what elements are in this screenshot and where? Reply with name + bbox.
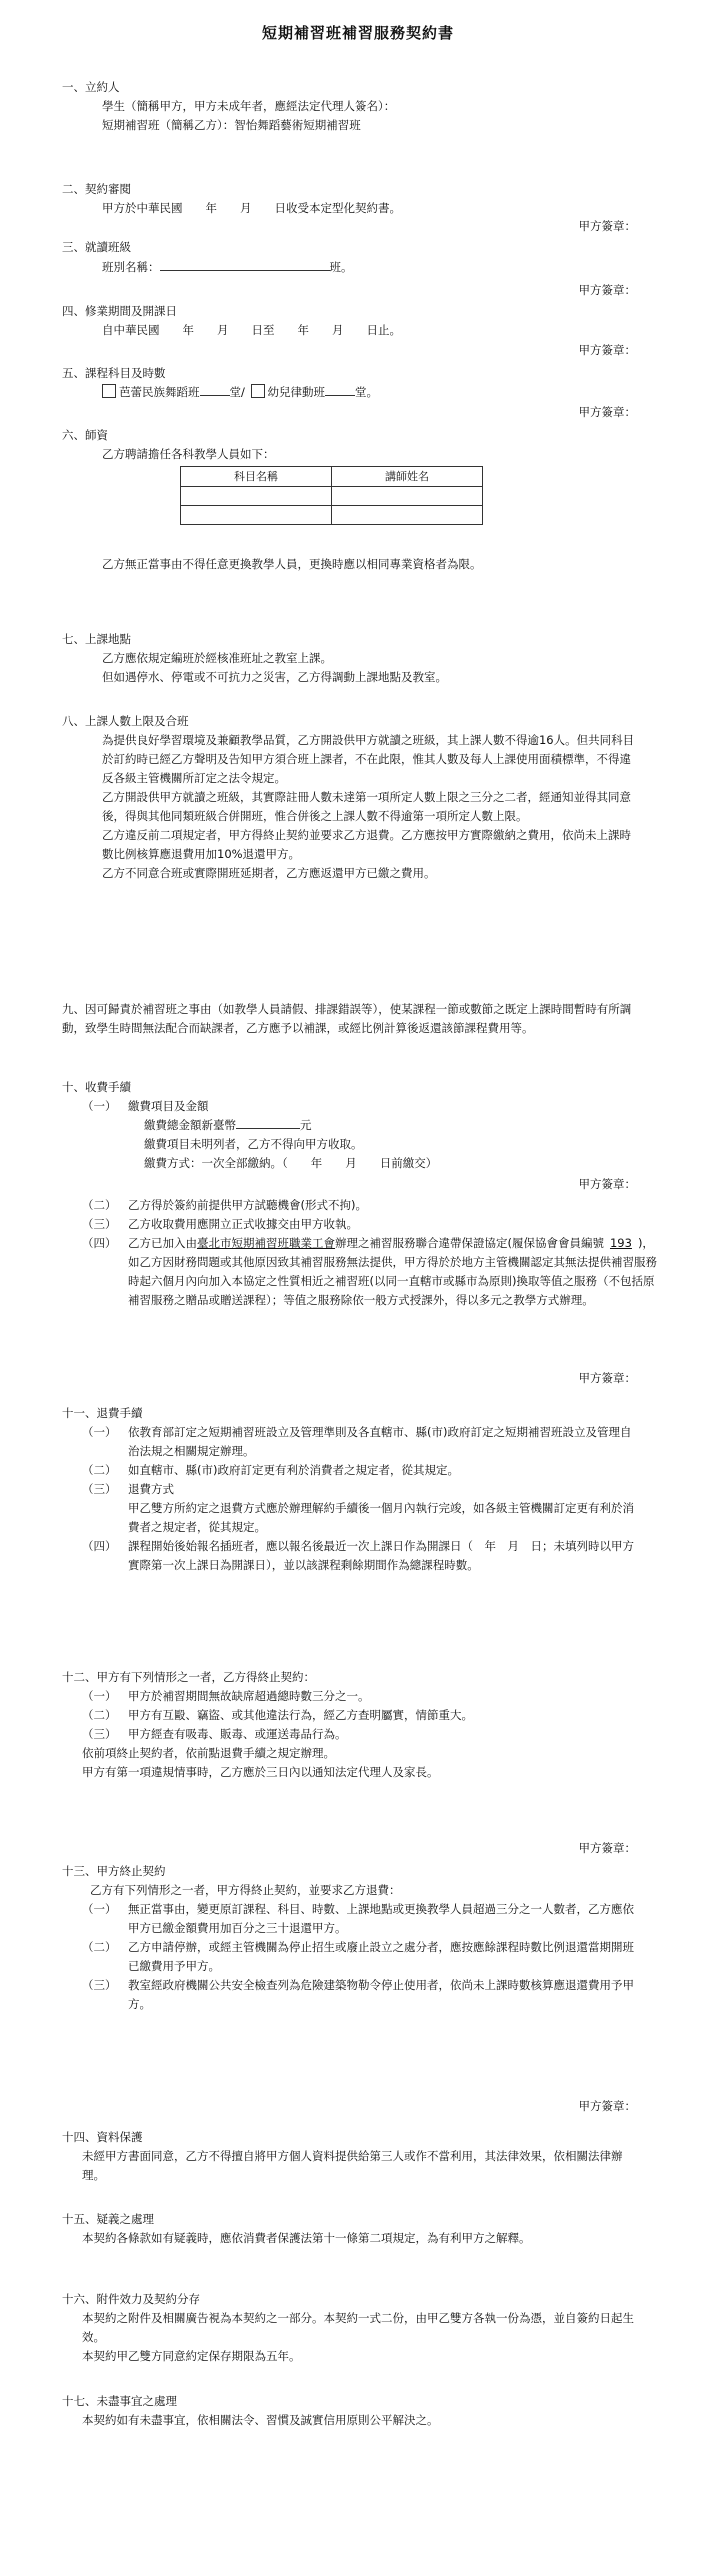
- refund-item: 課程開始後始報名插班者，應以報名後最近一次上課日作為開課日（ 年 月 日；未填列時以甲方實際第一次上課日為開課日），並以該課程剩餘期間作為總課程時數。: [128, 1539, 634, 1572]
- section-other-matters: [62, 2392, 642, 2430]
- class-size-para: 乙方開設供甲方就讀之班級，其實際註冊人數未達第一項所定人數上限之三分之二者，經通知並得其同意後，得與其他同類班級合併開班，惟合併後之上課人數不得逾第一項所定人數上限。: [102, 790, 631, 823]
- toddler-sessions-input[interactable]: [325, 383, 355, 396]
- attachments-text: 本契約甲乙雙方同意約定保存期限為五年。: [82, 2349, 301, 2363]
- guarantee-text: 乙方已加入由: [128, 1236, 197, 1250]
- guarantee-text: )，如乙方因財務問題或其他原因致其補習服務無法提供，甲方得於於地方主管機關認定其無法提供補習服務時起六個月內向加入本協定之性質相近之補習班(以同一直轄市或縣市為原則)換取等值之服務（不包括原補習服務之贈品或贈送課程）；等值之服務除依一般方式授課外，得以多元之教學方式辦理。: [128, 1236, 657, 1307]
- item-number: （二）: [82, 1940, 117, 1954]
- section-heading: 六、師資: [62, 428, 108, 442]
- item-number: （一）: [82, 1689, 117, 1703]
- amount-unit: 元: [300, 1118, 312, 1132]
- section-heading: 十六、附件效力及契約分存: [62, 2292, 200, 2306]
- teachers-intro: 乙方聘請擔任各科教學人員如下：: [102, 447, 275, 461]
- signature-field[interactable]: 甲方簽章：: [578, 1371, 636, 1385]
- termination-item: 教室經政府機關公共安全檢查列為危險建築物勒令停止使用者，依尚未上課時數核算應退還費用予甲方。: [128, 1978, 634, 2011]
- item-number: （一）: [82, 1902, 117, 1916]
- interpretation-text: 本契約各條款如有疑義時，應依消費者保護法第十一條第二項規定，為有利甲方之解釋。: [82, 2231, 531, 2245]
- termination-note: 甲方有第一項違規情事時，乙方應於三日內以通知法定代理人及家長。: [82, 1765, 439, 1779]
- section-payment: [62, 1078, 662, 1173]
- section-review: [62, 180, 401, 218]
- section-privacy: [62, 2128, 642, 2185]
- termination-item: 無正當事由，變更原訂課程、科目、時數、上課地點或更換教學人員超過三分之一人數者，乙方應依甲方已繳金額費用加百分之三十退還甲方。: [128, 1902, 634, 1935]
- item-number: （三）: [82, 1482, 117, 1496]
- section-heading: 十一、退費手續: [62, 1406, 143, 1420]
- class-size-para: 乙方違反前二項規定者，甲方得終止契約並要求乙方退費。乙方應按甲方實際繳納之費用，依尚未上課時數比例核算應退費用加10%退還甲方。: [102, 828, 631, 861]
- section-termination-by-student: [62, 1862, 642, 2014]
- termination-item: 甲方有互毆、竊盜、或其他違法行為，經乙方查明屬實，情節重大。: [128, 1708, 473, 1722]
- termination-item: 甲方經查有吸毒、販毒、或運送毒品行為。: [128, 1727, 347, 1741]
- table-cell[interactable]: [181, 506, 332, 525]
- section-heading: 十二、甲方有下列情形之一者，乙方得終止契約：: [62, 1670, 315, 1684]
- other-matters-text: 本契約如有未盡事宜，依相關法令、習慣及誠實信用原則公平解決之。: [82, 2413, 439, 2427]
- guarantee-association: 臺北市短期補習班職業工會: [197, 1236, 335, 1250]
- signature-field[interactable]: 甲方簽章：: [578, 219, 636, 233]
- class-name-suffix: 班。: [329, 260, 353, 274]
- item-number: （四）: [82, 1539, 117, 1553]
- ballet-sessions-input[interactable]: [200, 383, 230, 396]
- section-class: [62, 238, 353, 277]
- signature-field[interactable]: 甲方簽章：: [578, 405, 636, 419]
- section-heading: 二、契約審閱: [62, 182, 131, 196]
- section-heading: 十七、未盡事宜之處理: [62, 2394, 177, 2408]
- item-number: （二）: [82, 1198, 117, 1212]
- section-parties: [62, 78, 395, 135]
- table-header: 科目名稱: [181, 467, 332, 487]
- refund-item: 退費方式: [128, 1482, 174, 1496]
- section-heading: 四、修業期間及開課日: [62, 304, 177, 318]
- party-student: 學生（簡稱甲方，甲方未成年者，應經法定代理人簽名）：: [102, 99, 396, 113]
- termination-intro: 乙方有下列情形之一者，甲方得終止契約，並要求乙方退費：: [90, 1883, 401, 1897]
- section-period: [62, 302, 401, 340]
- section-class-size: [62, 712, 662, 883]
- teachers-note: 乙方無正當事由不得任意更換教學人員，更換時應以相同專業資格者為限。: [102, 557, 482, 571]
- period-text: 自中華民國 年 月 日至 年 月 日止。: [102, 323, 401, 337]
- item-number: （二）: [82, 1463, 117, 1477]
- refund-item: 依教育部訂定之短期補習班設立及管理準則及各直轄市、縣(市)政府訂定之短期補習班設立及管理自治法規之相關規定辦理。: [128, 1425, 632, 1458]
- section-location: [62, 630, 662, 687]
- location-text: 但如遇停水、停電或不可抗力之災害，乙方得調動上課地點及教室。: [102, 670, 447, 684]
- signature-field[interactable]: 甲方簽章：: [578, 283, 636, 297]
- section-heading: 五、課程科目及時數: [62, 366, 166, 380]
- signature-field[interactable]: 甲方簽章：: [578, 1841, 636, 1855]
- section-attachments: [62, 2290, 642, 2366]
- section-makeup: [62, 1000, 642, 1038]
- signature-field[interactable]: 甲方簽章：: [578, 343, 636, 357]
- checkbox-toddler[interactable]: [251, 384, 265, 398]
- location-text: 乙方應依規定編班於經核准班址之教室上課。: [102, 651, 332, 665]
- section-heading: 十五、疑義之處理: [62, 2212, 154, 2226]
- attachments-text: 本契約之附件及相關廣告視為本契約之一部分。本契約一式二份，由甲乙雙方各執一份為憑，並自簽約日起生效。: [82, 2311, 634, 2344]
- table-cell[interactable]: [332, 487, 483, 506]
- section-heading: 八、上課人數上限及合班: [62, 714, 189, 728]
- item-number: （三）: [82, 1727, 117, 1741]
- item-number: （二）: [82, 1708, 117, 1722]
- signature-field[interactable]: 甲方簽章：: [578, 1177, 636, 1191]
- payment-note: 繳費項目未明列者，乙方不得向甲方收取。: [144, 1137, 363, 1151]
- section-heading: 七、上課地點: [62, 632, 131, 646]
- section-teachers: [62, 426, 662, 574]
- payment-items-title: 繳費項目及金額: [128, 1099, 209, 1113]
- guarantee-text: 辦理之補習服務聯合違帶保證協定(履保協會會員編號: [335, 1236, 604, 1250]
- review-text: 甲方於中華民國 年 月 日收受本定型化契約書。: [102, 201, 401, 215]
- termination-item: 甲方於補習期間無故缺席超過總時數三分之一。: [128, 1689, 370, 1703]
- section-heading: 十、收費手續: [62, 1080, 131, 1094]
- checkbox-ballet[interactable]: [102, 384, 116, 398]
- privacy-text: 未經甲方書面同意，乙方不得擅自將甲方個人資料提供給第三人或作不當利用，其法律效果，依相關法律辦理。: [82, 2149, 623, 2182]
- table-cell[interactable]: [181, 487, 332, 506]
- option-toddler-unit: 堂。: [355, 385, 379, 399]
- section-heading: 十四、資料保護: [62, 2130, 143, 2144]
- section-courses: [62, 364, 378, 402]
- item-number: [82, 1499, 128, 1537]
- refund-item: 如直轄市、縣(市)政府訂定更有利於消費者之規定者，從其規定。: [128, 1463, 459, 1477]
- option-ballet-unit: 堂/: [229, 385, 245, 399]
- makeup-text: 九、因可歸責於補習班之事由（如教學人員請假、排課錯誤等），使某課程一節或數節之既定上課時間暫時有所調動，致學生時間無法配合而缺課者，乙方應予以補課，或經比例計算後返還該節課程費用等。: [62, 1002, 632, 1035]
- item-number: （四）: [82, 1236, 117, 1250]
- section-refund: [62, 1404, 642, 1575]
- party-school: 短期補習班（簡稱乙方）：智怡舞蹈藝術短期補習班: [102, 118, 361, 132]
- teacher-table: [180, 466, 483, 525]
- section-interpretation: [62, 2210, 642, 2248]
- section-heading: 十三、甲方終止契約: [62, 1864, 166, 1878]
- table-header: 講師姓名: [332, 467, 483, 487]
- class-name-input[interactable]: [160, 257, 330, 271]
- section-heading: 一、立約人: [62, 80, 120, 94]
- signature-field[interactable]: 甲方簽章：: [578, 2099, 636, 2113]
- section-heading: 三、就讀班級: [62, 240, 131, 254]
- payment-method: 繳費方式：一次全部繳納。（ 年 月 日前繳交）: [144, 1156, 438, 1170]
- trial-text: 乙方得於簽約前提供甲方試聽機會(形式不拘)。: [128, 1198, 367, 1212]
- class-size-para: 為提供良好學習環境及兼顧教學品質，乙方開設供甲方就讀之班級，其上課人數不得逾16人。但共同科目於訂約時已經乙方聲明及告知甲方須合班上課者，不在此限，惟其人數及每人上課使用面積標準，不得違反各級主管機關所訂定之法令規定。: [102, 733, 635, 785]
- item-number: （三）: [82, 1978, 117, 1992]
- receipt-text: 乙方收取費用應開立正式收據交由甲方收執。: [128, 1217, 358, 1231]
- section-termination-by-school: [62, 1668, 642, 1782]
- table-cell[interactable]: [332, 506, 483, 525]
- item-number: （一）: [82, 1425, 117, 1439]
- class-size-para: 乙方不同意合班或實際開班延期者，乙方應返還甲方已繳之費用。: [102, 866, 436, 880]
- termination-note: 依前項終止契約者，依前點退費手續之規定辦理。: [82, 1746, 335, 1760]
- page-title: 短期補習班補習服務契約書: [261, 24, 454, 42]
- class-name-label: 班別名稱：: [102, 260, 160, 274]
- termination-item: 乙方申請停辦，或經主管機關為停止招生或廢止設立之處分者，應按應餘課程時數比例退還當期開班已繳費用予甲方。: [128, 1940, 634, 1973]
- amount-input[interactable]: [236, 1116, 300, 1129]
- item-number: （一）: [82, 1099, 117, 1113]
- section-payment-cont: [62, 1196, 662, 1310]
- item-number: （三）: [82, 1217, 117, 1231]
- member-number: 193: [609, 1236, 632, 1250]
- amount-label: 繳費總金額新臺幣: [144, 1118, 236, 1132]
- refund-item: 甲乙雙方所約定之退費方式應於辦理解約手續後一個月內執行完竣，如各級主管機關訂定更有利於消費者之規定者，從其規定。: [128, 1501, 634, 1534]
- option-ballet: 芭蕾民族舞蹈班: [119, 385, 200, 399]
- option-toddler: 幼兒律動班: [267, 385, 326, 399]
